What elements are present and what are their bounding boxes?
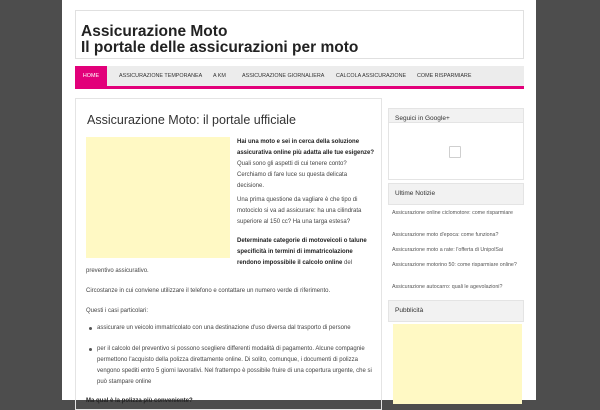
google-plus-widget — [388, 122, 524, 180]
main-navigation — [75, 66, 524, 89]
intro-paragraph — [237, 137, 375, 192]
intro-text: Quali sono gli aspetti di cui tenere conto? Cerchiamo di fare luce su questa delicata decisione. — [237, 161, 348, 189]
paragraph-5: Questi i casi particolari: — [86, 308, 149, 314]
news-link-2[interactable]: Assicurazione moto d'epoca: come funziona? — [392, 232, 499, 238]
bullet-dot-2 — [89, 348, 92, 351]
ad-banner[interactable] — [86, 137, 230, 258]
site-header — [75, 10, 524, 59]
paragraph-2: Una prima questione da vagliare è che tipo di motociclo si va ad assicurare: ha una cilindrata superiore al 150 cc? Ha una targa estesa? — [237, 197, 362, 225]
news-link-1[interactable]: Assicurazione online ciclomotore: come risparmiare — [392, 210, 513, 216]
nav-item-calcola-assicurazione[interactable]: CALCOLA ASSICURAZIONE — [336, 73, 407, 79]
nav-item-assicurazione-temporanea[interactable]: ASSICURAZIONE TEMPORANEA — [119, 73, 203, 79]
sidebar — [388, 98, 524, 400]
widget-title-news: Ultime Notizie — [388, 183, 524, 205]
nav-item-a-km[interactable]: A KM — [213, 73, 226, 79]
site-tagline: Il portale delle assicurazioni per moto — [81, 39, 359, 56]
site-title[interactable]: Assicurazione Moto — [81, 23, 228, 40]
news-link-4[interactable]: Assicurazione motorino 50: come risparmiare online? — [392, 262, 517, 268]
nav-item-assicurazione-giornaliera[interactable]: ASSICURAZIONE GIORNALIERA — [242, 73, 325, 79]
widget-title-google-plus: Seguici in Google+ — [388, 108, 524, 130]
section-heading-text: Ma qual è la polizza più conveniente? — [86, 398, 193, 404]
sidebar-ad-banner[interactable] — [393, 324, 522, 404]
paragraph-3-continued: preventivo assicurativo. — [86, 268, 149, 274]
list-item-2: per il calcolo del preventivo si possono scegliere differenti modalità di pagamento. Alcune compagnie permettono l'acquisto della polizza direttamente online. Di solito, comunque, i documenti di polizza vengono spediti entro 5 giorni lavorativi. Nel frattempo è possibile fruire di una copertura urgente, che si può stampare online — [97, 346, 372, 385]
widget-title-ads: Pubblicità — [388, 300, 524, 322]
bullet-dot-1 — [89, 327, 92, 330]
nav-item-come-risparmiare[interactable]: COME RISPARMIARE — [417, 73, 472, 79]
post-title: Assicurazione Moto: il portale ufficiale — [87, 113, 296, 127]
list-item-1: assicurare un veicolo immatricolato con una destinazione d'uso diversa dal trasporto di persone — [97, 325, 351, 331]
news-link-3[interactable]: Assicurazione moto a rate: l'offerta di UnipolSai — [392, 247, 504, 253]
intro-bold: Hai una moto e sei in cerca della soluzione assicurativa online più adatta alle tue esigenze? — [237, 139, 375, 156]
section-heading — [86, 396, 376, 407]
paragraph-3 — [237, 236, 372, 269]
nav-item-home[interactable]: HOME — [75, 66, 107, 86]
paragraph-3-tail: del — [342, 260, 353, 266]
page — [62, 0, 536, 404]
paragraph-4: Circostanze in cui conviene utilizzare il telefono e contattare un numero verde di riferimento. — [86, 288, 331, 294]
main-content — [75, 98, 382, 410]
google-plus-follow-button[interactable] — [449, 146, 461, 158]
paragraph-3-bold: Determinate categorie di motoveicoli o talune specificità in termini di immatricolazione rendono impossibile il calcolo online — [237, 238, 367, 266]
news-link-5[interactable]: Assicurazione autocarro: quali le agevolazioni? — [392, 284, 503, 290]
